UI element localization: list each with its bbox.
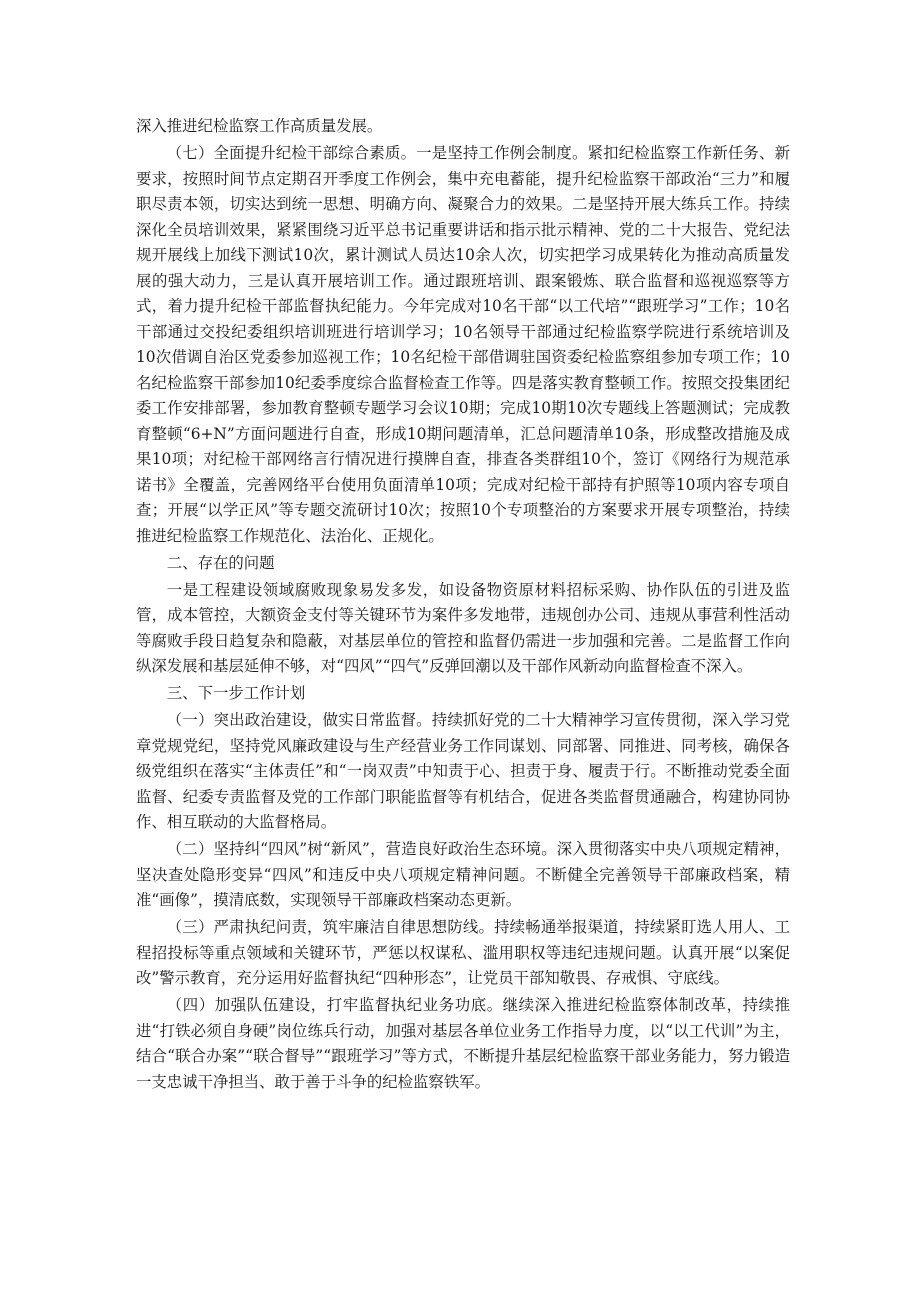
document-body (136, 114, 790, 1097)
paragraph-continuation: 深入推进纪检监察工作高质量发展。 (136, 117, 383, 135)
paragraph-plan-one: （一）突出政治建设，做实日常监督。持续抓好党的二十大精神学习宣传贯彻，深入学习党章党规党纪，坚持党风廉政建设与生产经营业务工作同谋划、同部署、同推进、同考核，确保各级党组织在落实“主体责任”和“一岗双责”中知责于心、担责于身、履责于行。不断推动党委全面监督、纪委专责监督及党的工作部门职能监督等有机结合，促进各类监督贯通融合，构建协同协作、相互联动的大监督格局。 (136, 711, 790, 831)
paragraph-plan-four: （四）加强队伍建设，打牢监督执纪业务功底。继续深入推进纪检监察体制改革，持续推进“打铁必须自身硬”岗位练兵行动，加强对基层各单位业务工作指导力度，以“以工代训”为主，结合“联合办案”“联合督导”“跟班学习”等方式，不断提升基层纪检监察干部业务能力，努力锻造一支忠诚干净担当、敢于善于斗争的纪检监察铁军。 (136, 996, 790, 1091)
paragraph-section-seven: （七）全面提升纪检干部综合素质。一是坚持工作例会制度。紧扣纪检监察工作新任务、新要求，按照时间节点定期召开季度工作例会，集中充电蓄能，提升纪检监察干部政治“三力”和履职尽责本领，切实达到统一思想、明确方向、凝聚合力的效果。二是坚持开展大练兵工作。持续深化全员培训效果，紧紧围绕习近平总书记重要讲话和指示批示精神、党的二十大报告、党纪法规开展线上加线下测试10次，累计测试人员达10余人次，切实把学习成果转化为推动高质量发展的强大动力，三是认真开展培训工作。通过跟班培训、跟案锻炼、联合监督和巡视巡察等方式，着力提升纪检干部监督执纪能力。今年完成对10名干部“以工代培”“跟班学习”工作；10名干部通过交投纪委组织培训班进行培训学习；10名领导干部通过纪检监察学院进行系统培训及10次借调自治区党委参加巡视工作；10名纪检干部借调驻国资委纪检监察组参加专项工作；10名纪检监察干部参加10纪委季度综合监督检查工作等。四是落实教育整顿工作。按照交投集团纪委工作安排部署，参加教育整顿专题学习会议10期；完成10期10次专题线上答题测试；完成教育整顿“6+N”方面问题进行自查，形成10期问题清单，汇总问题清单10条，形成整改措施及成果10项；对纪检干部网络言行情况进行摸牌自查，排查各类群组10个，签订《网络行为规范承诺书》全覆盖，完善网络平台使用负面清单10项；完成对纪检干部持有护照等10项内容专项自查；开展“以学正风”等专题交流研讨10次；按照10个专项整治的方案要求开展专项整治，持续推进纪检监察工作规范化、法治化、正规化。 (136, 144, 790, 545)
paragraph-problems: 一是工程建设领域腐败现象易发多发，如设备物资原材料招标采购、协作队伍的引进及监管，成本管控，大额资金支付等关键环节为案件多发地带，违规创办公司、违规从事营利性活动等腐败手段日趋复杂和隐蔽，对基层单位的管控和监督仍需进一步加强和完善。二是监督工作向纵深发展和基层延伸不够，对“四风”“四气”反弹回潮以及干部作风新动向监督检查不深入。 (136, 580, 790, 675)
paragraph-plan-three: （三）严肃执纪问责，筑牢廉洁自律思想防线。持续畅通举报渠道，持续紧盯选人用人、工程招投标等重点领域和关键环节，严惩以权谋私、滥用职权等违纪违规问题。认真开展“以案促改”警示教育，充分运用好监督执纪“四种形态”，让党员干部知敬畏、存戒惧、守底线。 (136, 918, 790, 987)
heading-next-plan: 三、下一步工作计划 (166, 684, 306, 702)
paragraph-plan-two: （二）坚持纠“四风”树“新风”，营造良好政治生态环境。深入贯彻落实中央八项规定精神，坚决查处隐形变异“四风”和违反中央八项规定精神问题。不断健全完善领导干部廉政档案，精准“画像”，摸清底数，实现领导干部廉政档案动态更新。 (136, 840, 790, 909)
heading-existing-problems: 二、存在的问题 (166, 553, 275, 572)
